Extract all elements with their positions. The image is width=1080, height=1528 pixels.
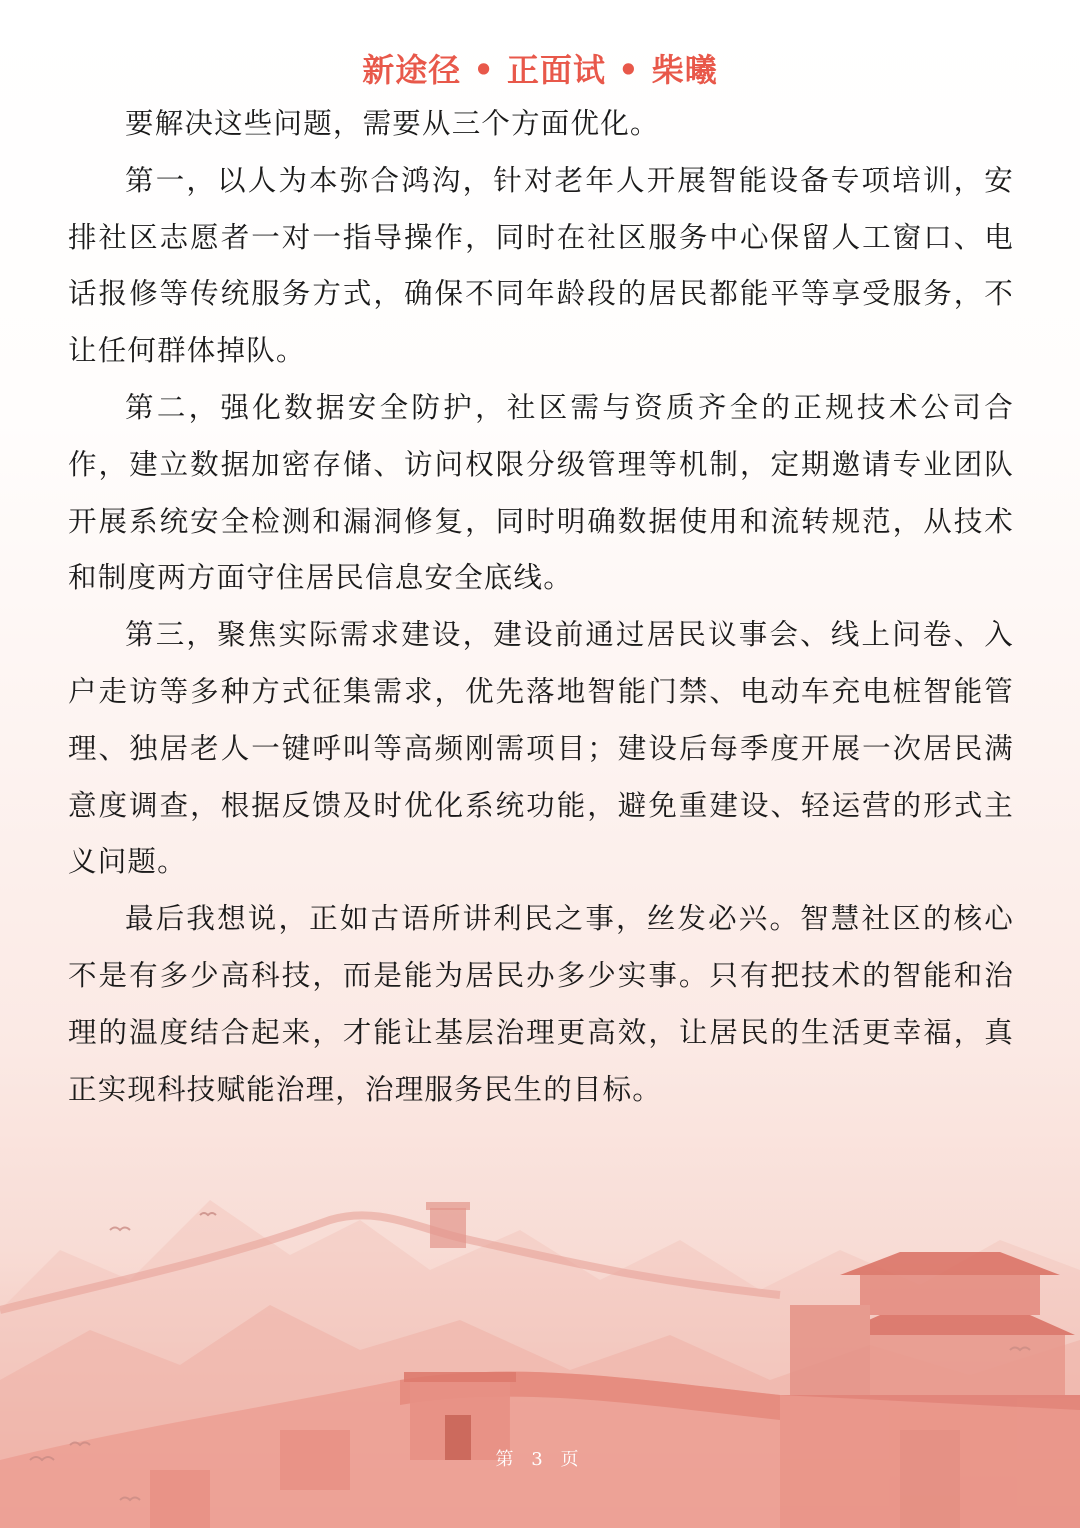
paragraph: 第三，聚焦实际需求建设，建设前通过居民议事会、线上问卷、入户走访等多种方式征集需求，优先落地智能门禁、电动车充电桩智能管理、独居老人一键呼叫等高频刚需项目；建设后每季度开展一次居民满意度调查，根据反馈及时优化系统功能，避免重建设、轻运营的形式主义问题。 — [68, 618, 1014, 879]
header-title: 新途径 • 正面试 • 柴曦 — [362, 51, 718, 89]
paragraph: 第二，强化数据安全防护，社区需与资质齐全的正规技术公司合作，建立数据加密存储、访问权限分级管理等机制，定期邀请专业团队开展系统安全检测和漏洞修复，同时明确数据使用和流转规范，从技术和制度两方面守住居民信息安全底线。 — [68, 390, 1014, 595]
article-body — [68, 96, 1014, 1118]
paragraph: 最后我想说，正如古语所讲利民之事，丝发必兴。智慧社区的核心不是有多少高科技，而是能为居民办多少实事。只有把技术的智能和治理的温度结合起来，才能让基层治理更高效，让居民的生活更幸福，真正实现科技赋能治理，治理服务民生的目标。 — [68, 902, 1014, 1106]
paragraph: 第一，以人为本弥合鸿沟，针对老年人开展智能设备专项培训，安排社区志愿者一对一指导操作，同时在社区服务中心保留人工窗口、电话报修等传统服务方式，确保不同年龄段的居民都能平等享受服务，不让任何群体掉队。 — [68, 163, 1014, 368]
paragraph: 要解决这些问题，需要从三个方面优化。 — [125, 107, 660, 140]
page-number: 第 3 页 — [495, 1449, 585, 1470]
